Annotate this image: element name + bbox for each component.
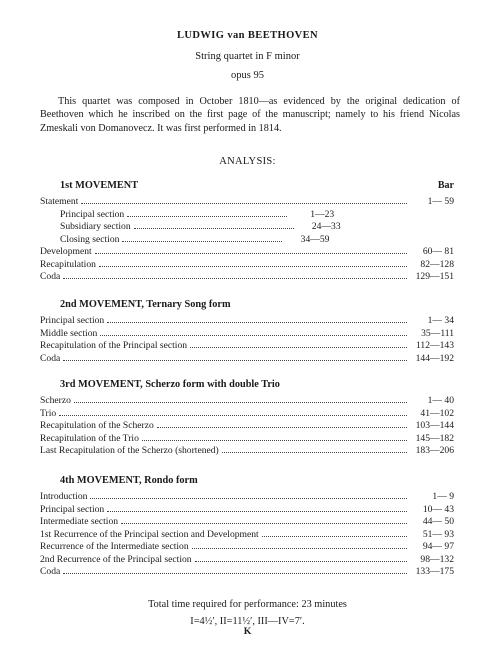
bar-range: 82—128 [420,258,454,270]
analysis-row [40,327,454,340]
bar-range: 94— 97 [422,541,454,552]
analysis-row [40,394,454,407]
analysis-row [40,352,454,365]
bar-range: 144—192 [415,352,454,364]
analysis-row [40,270,454,283]
analysis-row [40,245,454,258]
bar-range: 35—111 [421,327,454,339]
opus-number: opus 95 [231,70,264,81]
section-label: Principal section [60,208,125,220]
analysis-row [40,233,454,246]
dot-leader [127,208,287,217]
analysis-row [40,553,454,566]
movement-2 [40,299,454,364]
section-label: Middle section [40,327,98,339]
dot-leader [81,195,407,204]
dot-leader [63,565,407,574]
bar-range: 145—182 [415,432,454,444]
section-label: Closing section [60,233,120,245]
analysis-row [40,432,454,445]
bar-range: 112—143 [415,340,454,351]
intro-paragraph: This quartet was composed in October 1810—as evidenced by the original dedication of Beethoven which he inscribed on the first page of the manuscript; namely to his friend Nicolas Zmeskali von Domanovecz. It was first performed in 1814. [40,96,460,134]
dot-leader [63,352,407,361]
section-label: 2nd Recurrence of the Principal section [40,553,192,565]
dot-leader [122,233,282,242]
analysis-row [40,565,454,578]
bar-range: 133—175 [415,566,454,577]
dot-leader [157,419,407,428]
bar-range: 1— 40 [427,395,454,406]
section-label: Last Recapitulation of the Scherzo (shortened) [40,445,219,456]
total-time: Total time required for performance: 23 minutes [148,599,347,610]
bar-range: 98—132 [420,553,454,565]
movement-1 [40,180,454,283]
analysis-row [40,195,454,208]
analysis-row [40,540,454,553]
section-label: Principal section [40,315,105,326]
section-label: Subsidiary section [60,221,131,232]
bar-range: 103—144 [415,420,454,431]
section-label: Coda [40,566,61,577]
analysis-row [40,258,454,271]
bar-range: 51— 93 [422,528,454,540]
dot-leader [74,394,407,403]
analysis-row [40,339,454,352]
section-label: Recapitulation of the Trio [40,432,139,444]
bar-range: 183—206 [415,445,454,456]
dot-leader [107,503,407,512]
movement-rows [40,394,454,457]
dot-leader [107,314,407,323]
dot-leader [192,540,407,549]
dot-leader [190,339,407,348]
movement-rows [40,490,454,578]
section-label: Coda [40,352,61,364]
section-label: Introduction [40,491,88,502]
analysis-row [40,220,454,233]
section-label: Intermediate section [40,516,119,527]
movement-title: 2nd MOVEMENT, Ternary Song form [60,299,231,310]
section-label: Statement [40,196,79,207]
dot-leader [121,515,407,524]
movement-3 [40,379,454,457]
bar-range: 1— 34 [427,315,454,326]
section-label: Recapitulation [40,258,96,270]
movement-title: 4th MOVEMENT, Rondo form [60,475,198,486]
dot-leader [59,407,407,416]
analysis-row [40,419,454,432]
analysis-row [40,515,454,528]
section-label: Coda [40,271,61,282]
dot-leader [100,327,407,336]
dot-leader [142,432,407,441]
bar-range: 41—102 [420,407,454,419]
analysis-row [40,444,454,457]
section-label: 1st Recurrence of the Principal section and Development [40,528,259,540]
analysis-row [40,208,454,221]
dot-leader [222,444,407,453]
bar-range: 1—23 [310,208,335,220]
bar-range: 10— 43 [422,503,454,515]
dot-leader [262,528,407,537]
bar-range: 1— 9 [432,491,454,502]
analysis-row [40,528,454,541]
dot-leader [90,490,407,499]
movement-rows [40,314,454,364]
dot-leader [63,270,407,279]
page-mark: K [243,626,252,637]
section-label: Recurrence of the Intermediate section [40,541,189,552]
movement-title: 1st MOVEMENT [60,180,139,191]
movement-rows [40,195,454,283]
section-label: Trio [40,407,57,419]
movement-times: I=4½′, II=11½′, III—IV=7′. [190,616,305,627]
section-label: Principal section [40,503,105,515]
dot-leader [95,245,407,254]
analysis-row [40,490,454,503]
bar-range: 44— 50 [422,516,454,527]
bar-range: 34—59 [300,233,330,245]
bar-range: 60— 81 [422,246,454,257]
analysis-heading: ANALYSIS: [219,156,276,167]
composer-name: LUDWIG van BEETHOVEN [176,30,319,41]
analysis-row [40,407,454,420]
work-title: String quartet in F minor [195,51,300,62]
analysis-row [40,314,454,327]
dot-leader [134,220,294,229]
bar-column-label: Bar [437,180,454,191]
section-label: Recapitulation of the Principal section [40,340,188,351]
section-label: Scherzo [40,395,71,406]
movement-title: 3rd MOVEMENT, Scherzo form with double Trio [60,379,280,390]
bar-range: 1— 59 [427,196,454,207]
section-label: Recapitulation of the Scherzo [40,420,154,431]
dot-leader [195,553,407,562]
bar-range: 24—33 [311,221,341,232]
analysis-row [40,503,454,516]
dot-leader [99,258,407,267]
movement-4 [40,475,454,578]
section-label: Development [40,246,92,257]
bar-range: 129—151 [415,271,454,282]
